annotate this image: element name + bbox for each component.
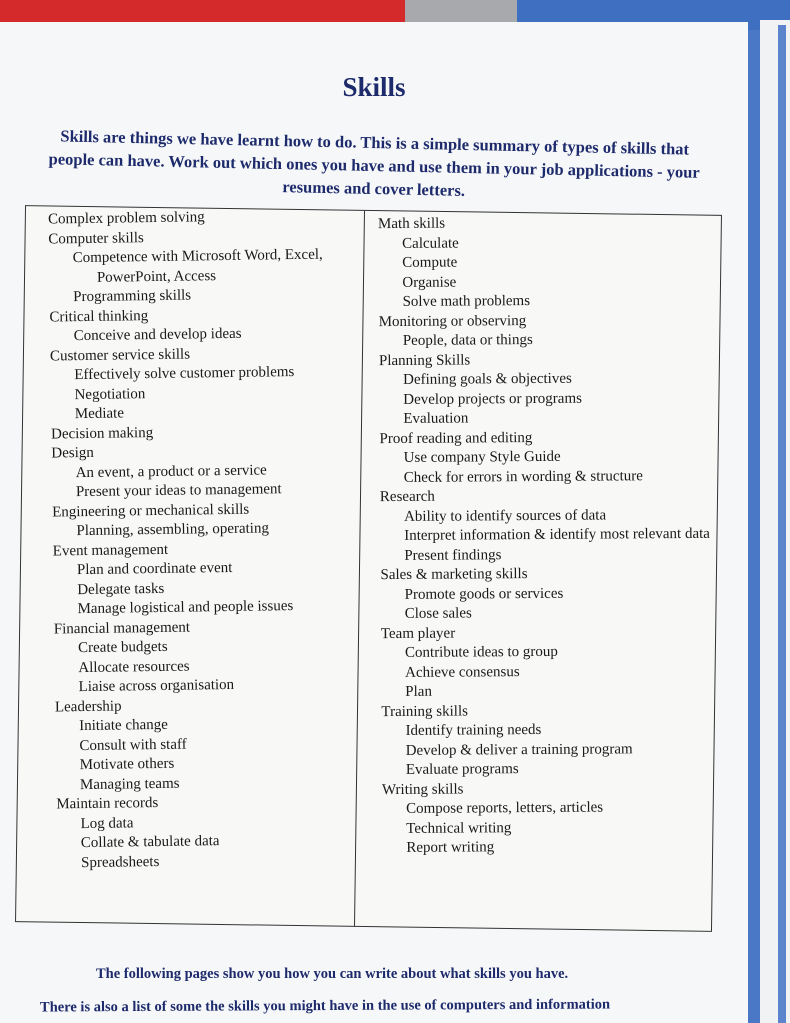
skill-item: Plan and coordinate event [76, 559, 233, 579]
skill-category: Design [51, 444, 94, 462]
intro-paragraph: Skills are things we have learnt how to do. This is a simple summary of types of skills that people can have. Work out which ones you have and use them in your job applications - your resumes and cover letters. [48, 126, 700, 200]
skill-group [379, 310, 714, 351]
skill-item: Create budgets [77, 638, 168, 657]
skill-item: Check for errors in wording & structure [403, 467, 643, 486]
skill-item: Initiate change [79, 716, 168, 735]
skill-group [55, 694, 368, 796]
skill-category: Planning Skills [378, 351, 471, 369]
skill-item: People, data or things [402, 332, 533, 349]
skill-item: Spreadsheets [80, 853, 160, 871]
skill-category: Customer service skills [49, 346, 191, 364]
skill-group [379, 427, 714, 488]
skill-category: Complex problem solving [47, 209, 205, 228]
skill-category: Decision making [50, 424, 154, 442]
skill-category: Engineering or mechanical skills [52, 501, 250, 520]
skill-category: Critical thinking [49, 307, 149, 325]
skill-item: Close sales [404, 605, 472, 622]
skill-item: Mediate [74, 405, 125, 423]
skill-category: Computer skills [48, 229, 144, 247]
skill-item: Evaluation [403, 410, 469, 427]
skill-item: Programming skills [73, 287, 192, 306]
skill-category: Math skills [377, 215, 446, 233]
skill-category: Research [379, 488, 435, 506]
skill-category: Team player [380, 625, 456, 642]
skill-category: Proof reading and editing [379, 429, 533, 447]
skill-item: Liaise across organisation [78, 676, 235, 696]
skill-item: An event, a product or a service [75, 461, 267, 481]
skill-item: Develop projects or programs [403, 390, 582, 408]
skill-group [50, 343, 363, 425]
skill-item: Report writing [406, 839, 495, 856]
skill-group [380, 486, 716, 566]
skill-item: Ability to identify sources of data [403, 507, 607, 525]
skill-item: Defining goals & objectives [403, 370, 572, 388]
skill-item: Motivate others [79, 755, 175, 774]
skill-item: Plan [405, 683, 432, 700]
skill-item: Develop & deliver a training program [405, 740, 633, 759]
skill-item: Conceive and develop ideas [73, 325, 242, 345]
skill-item: Collate & tabulate data [80, 833, 220, 852]
skill-item: Calculate [402, 235, 459, 252]
skill-category: Monitoring or observing [378, 312, 527, 330]
skill-item: Consult with staff [79, 736, 187, 754]
skill-group [53, 538, 366, 620]
skill-item: Identify training needs [405, 721, 542, 739]
skill-item: Achieve consensus [405, 663, 520, 681]
skills-right-column [378, 213, 717, 859]
skill-group [51, 440, 364, 503]
skills-left-column [48, 206, 369, 873]
skill-group [56, 791, 369, 873]
skill-category: Maintain records [56, 795, 159, 813]
skill-item: Solve math problems [402, 293, 531, 310]
skills-table [15, 205, 722, 932]
skill-item: Negotiation [74, 385, 146, 403]
page-edge-stripe [748, 30, 760, 1023]
skill-item: Organise [402, 274, 457, 291]
skill-item: Technical writing [406, 819, 512, 837]
footer-line-1: The following pages show you how you can write about what skills you have. [96, 966, 569, 982]
skill-group [54, 616, 367, 698]
skill-category: Financial management [53, 619, 191, 637]
skill-category: Training skills [381, 702, 469, 720]
footer-line-2: There is also a list of some the skills you might have in the use of computers and information [39, 996, 611, 1016]
skill-item: Evaluate programs [405, 761, 519, 778]
skill-item: PowerPoint, Access [96, 267, 217, 286]
skill-group [381, 700, 717, 780]
skill-item: Effectively solve customer problems [74, 364, 295, 384]
skill-item: Present findings [404, 546, 502, 564]
skill-item: Contribute ideas to group [404, 643, 558, 661]
skill-item: Competence with Microsoft Word, Excel, [72, 246, 323, 267]
skill-item: Manage logistical and people issues [77, 598, 294, 618]
skill-group [52, 499, 365, 542]
skill-category: Event management [52, 541, 169, 559]
skill-item: Allocate resources [78, 658, 190, 676]
background-page-stripe [778, 25, 786, 1023]
skill-group [379, 349, 715, 429]
skill-group [378, 213, 714, 313]
skill-item: Log data [80, 814, 134, 832]
skill-item: Use company Style Guide [403, 448, 561, 466]
skill-item: Promote goods or services [404, 585, 564, 603]
skill-item: Present your ideas to management [75, 481, 282, 501]
skill-category: Writing skills [381, 781, 464, 798]
skill-group [381, 622, 717, 702]
skill-group [48, 226, 361, 308]
skill-group [49, 304, 362, 347]
skill-item: Delegate tasks [77, 580, 165, 598]
skill-item: Compute [402, 254, 458, 271]
skill-group [382, 778, 718, 858]
skill-item: Interpret information & identify most relevant data [404, 525, 710, 544]
skill-item: Planning, assembling, operating [76, 520, 270, 540]
skill-item: Managing teams [79, 775, 180, 793]
page-title: Skills [342, 72, 406, 102]
skill-item: Compose reports, letters, articles [406, 799, 604, 817]
skill-group [380, 564, 715, 625]
skill-category: Leadership [54, 698, 122, 715]
skill-category: Sales & marketing skills [380, 566, 528, 584]
